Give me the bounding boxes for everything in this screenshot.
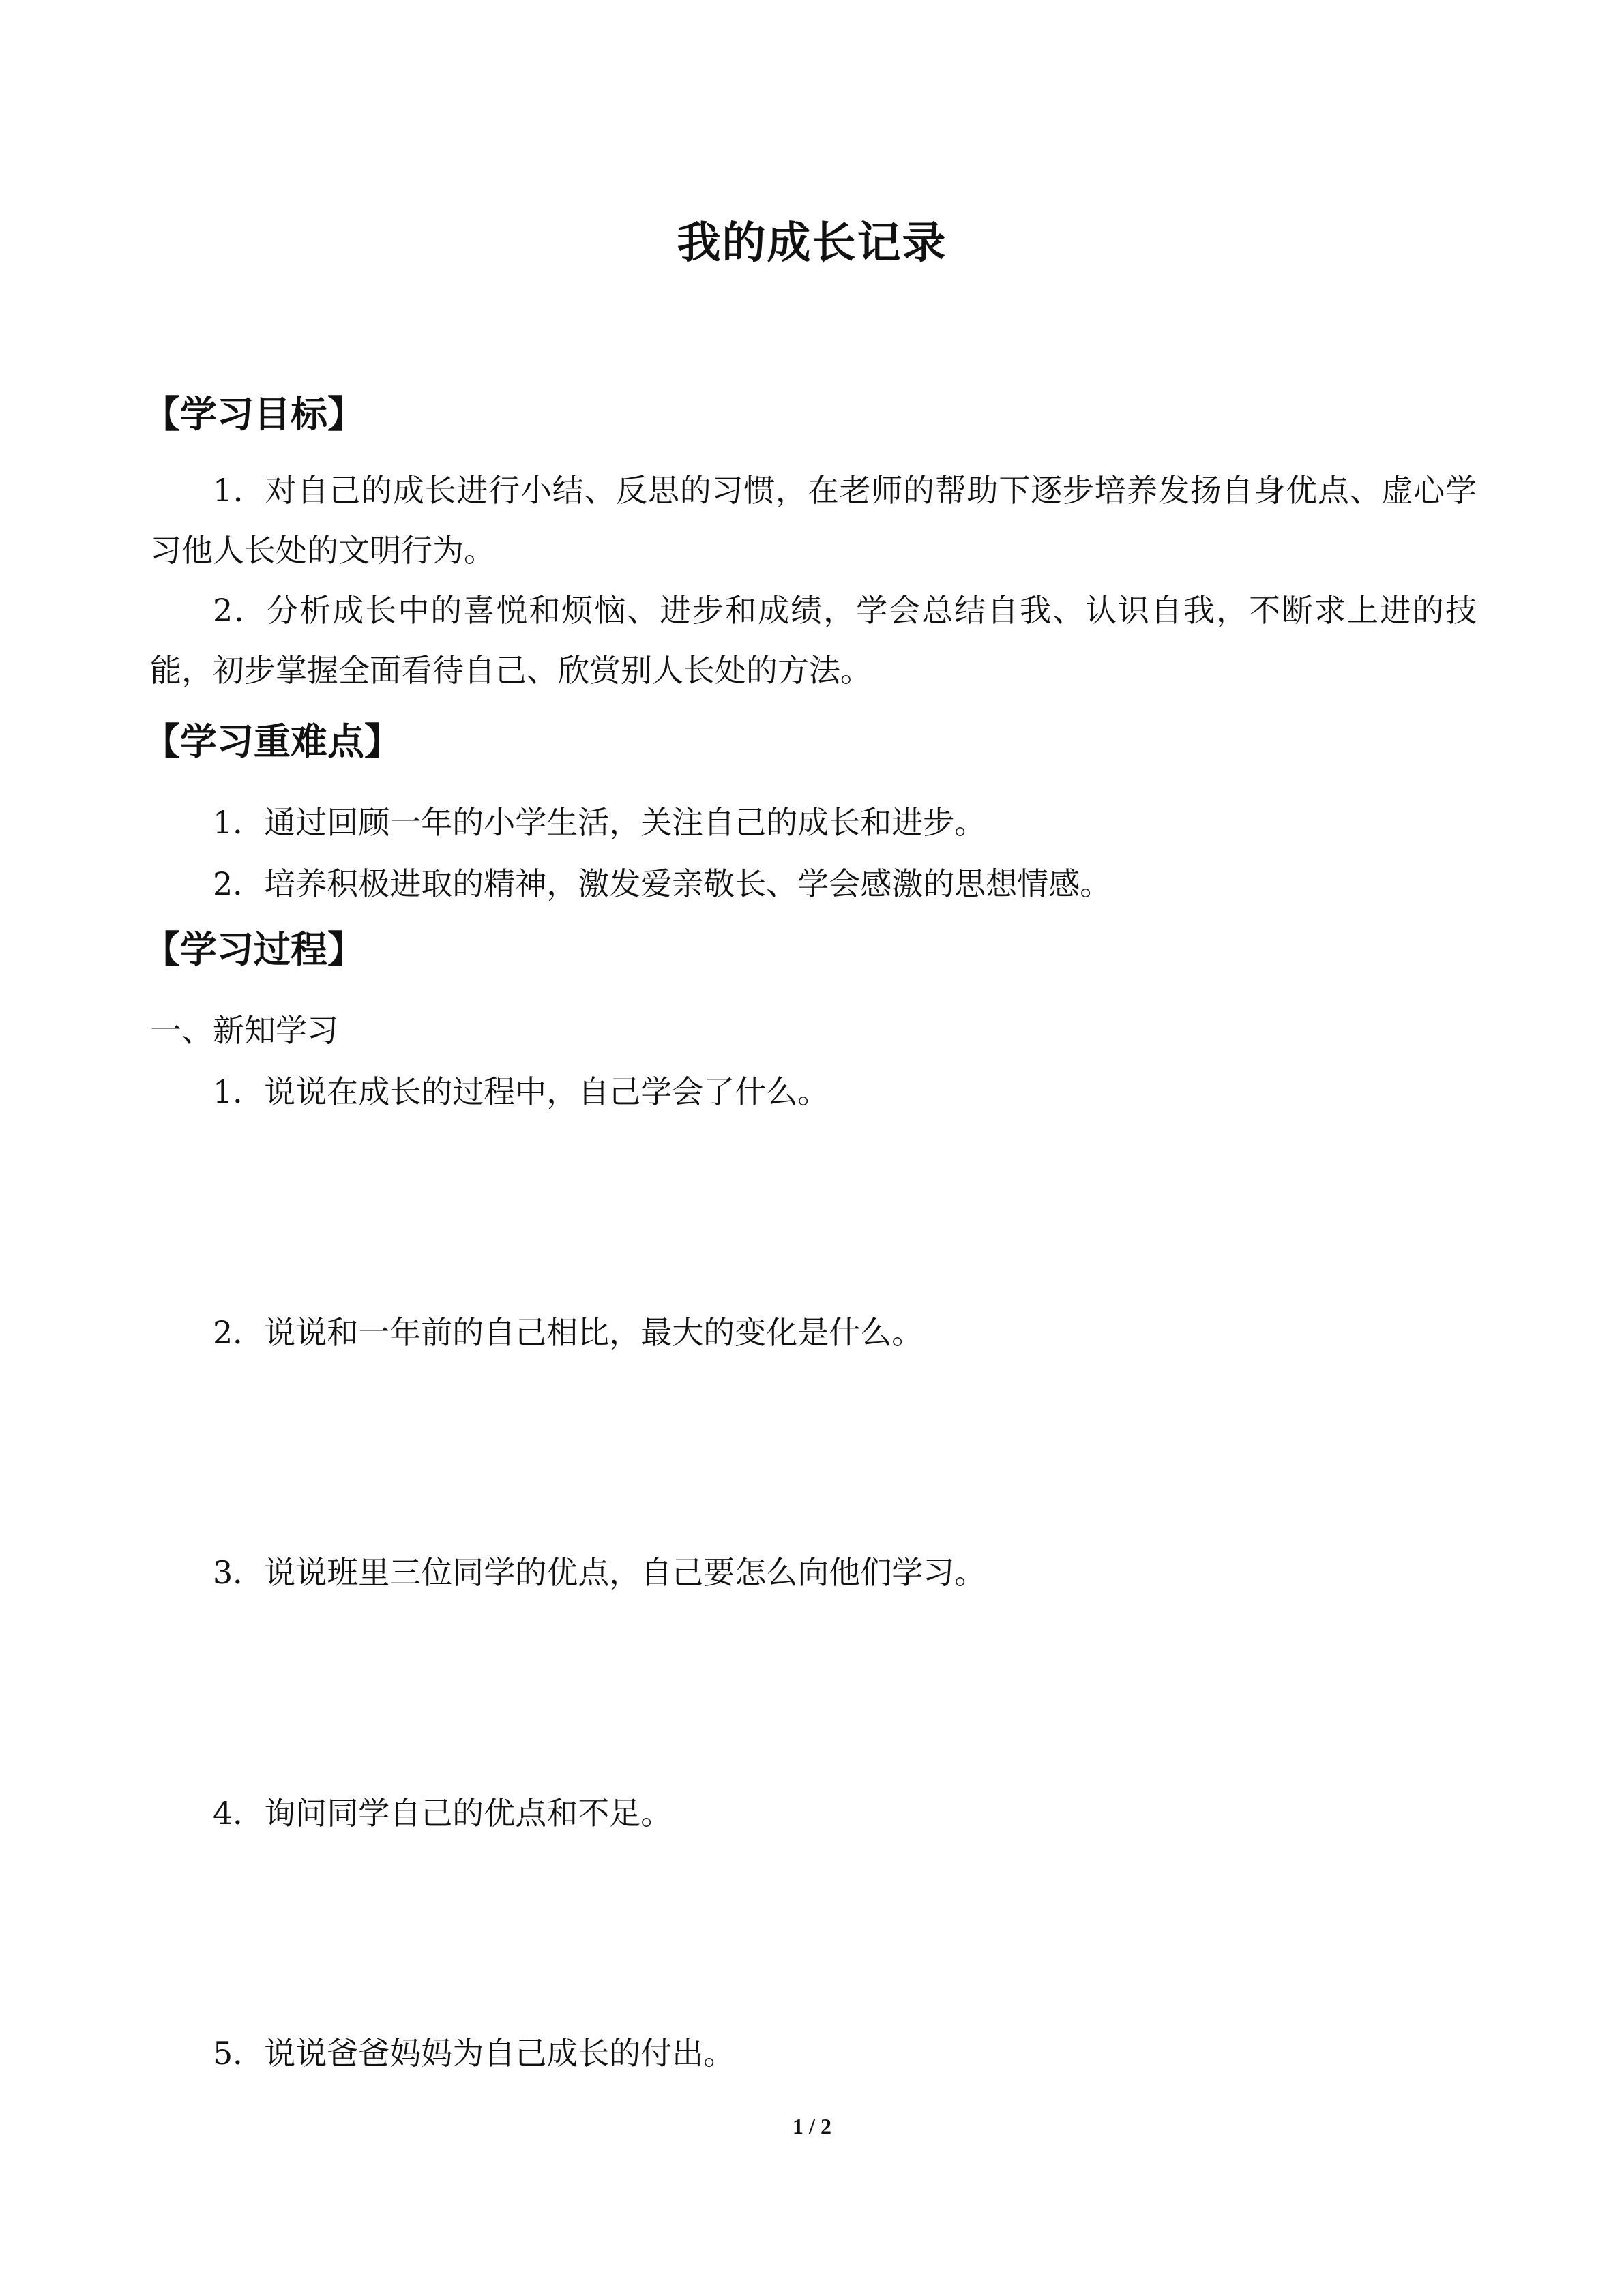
section-heading-key-points: 【学习重难点】 (143, 720, 401, 763)
section-heading-objectives: 【学习目标】 (143, 393, 364, 436)
section-heading-process: 【学习过程】 (143, 928, 364, 971)
process-item-3: 3．说说班里三位同学的优点，自己要怎么向他们学习。 (213, 1554, 986, 1591)
process-item-1: 1．说说在成长的过程中，自己学会了什么。 (213, 1073, 829, 1110)
process-item-2: 2．说说和一年前的自己相比，最大的变化是什么。 (213, 1314, 924, 1351)
key-point-item-1: 1．通过回顾一年的小学生活，关注自己的成长和进步。 (213, 804, 986, 841)
objective-item-1: 1．对自己的成长进行小结、反思的习惯，在老师的帮助下逐步培养发扬自身优点、虚心学习他人长处的文明行为。 (150, 472, 1477, 569)
key-point-item-2: 2．培养积极进取的精神，激发爱亲敬长、学会感激的思想情感。 (213, 865, 1112, 902)
document-title: 我的成长记录 (677, 218, 947, 269)
page-number: 1 / 2 (793, 2114, 831, 2138)
process-item-5: 5．说说爸爸妈妈为自己成长的付出。 (213, 2035, 735, 2072)
process-item-4: 4．询问同学自己的优点和不足。 (213, 1795, 673, 1832)
process-subheading: 一、新知学习 (150, 1012, 338, 1049)
objective-item-2: 2．分析成长中的喜悦和烦恼、进步和成绩，学会总结自我、认识自我，不断求上进的技能，初步掌握全面看待自己、欣赏别人长处的方法。 (150, 592, 1477, 689)
